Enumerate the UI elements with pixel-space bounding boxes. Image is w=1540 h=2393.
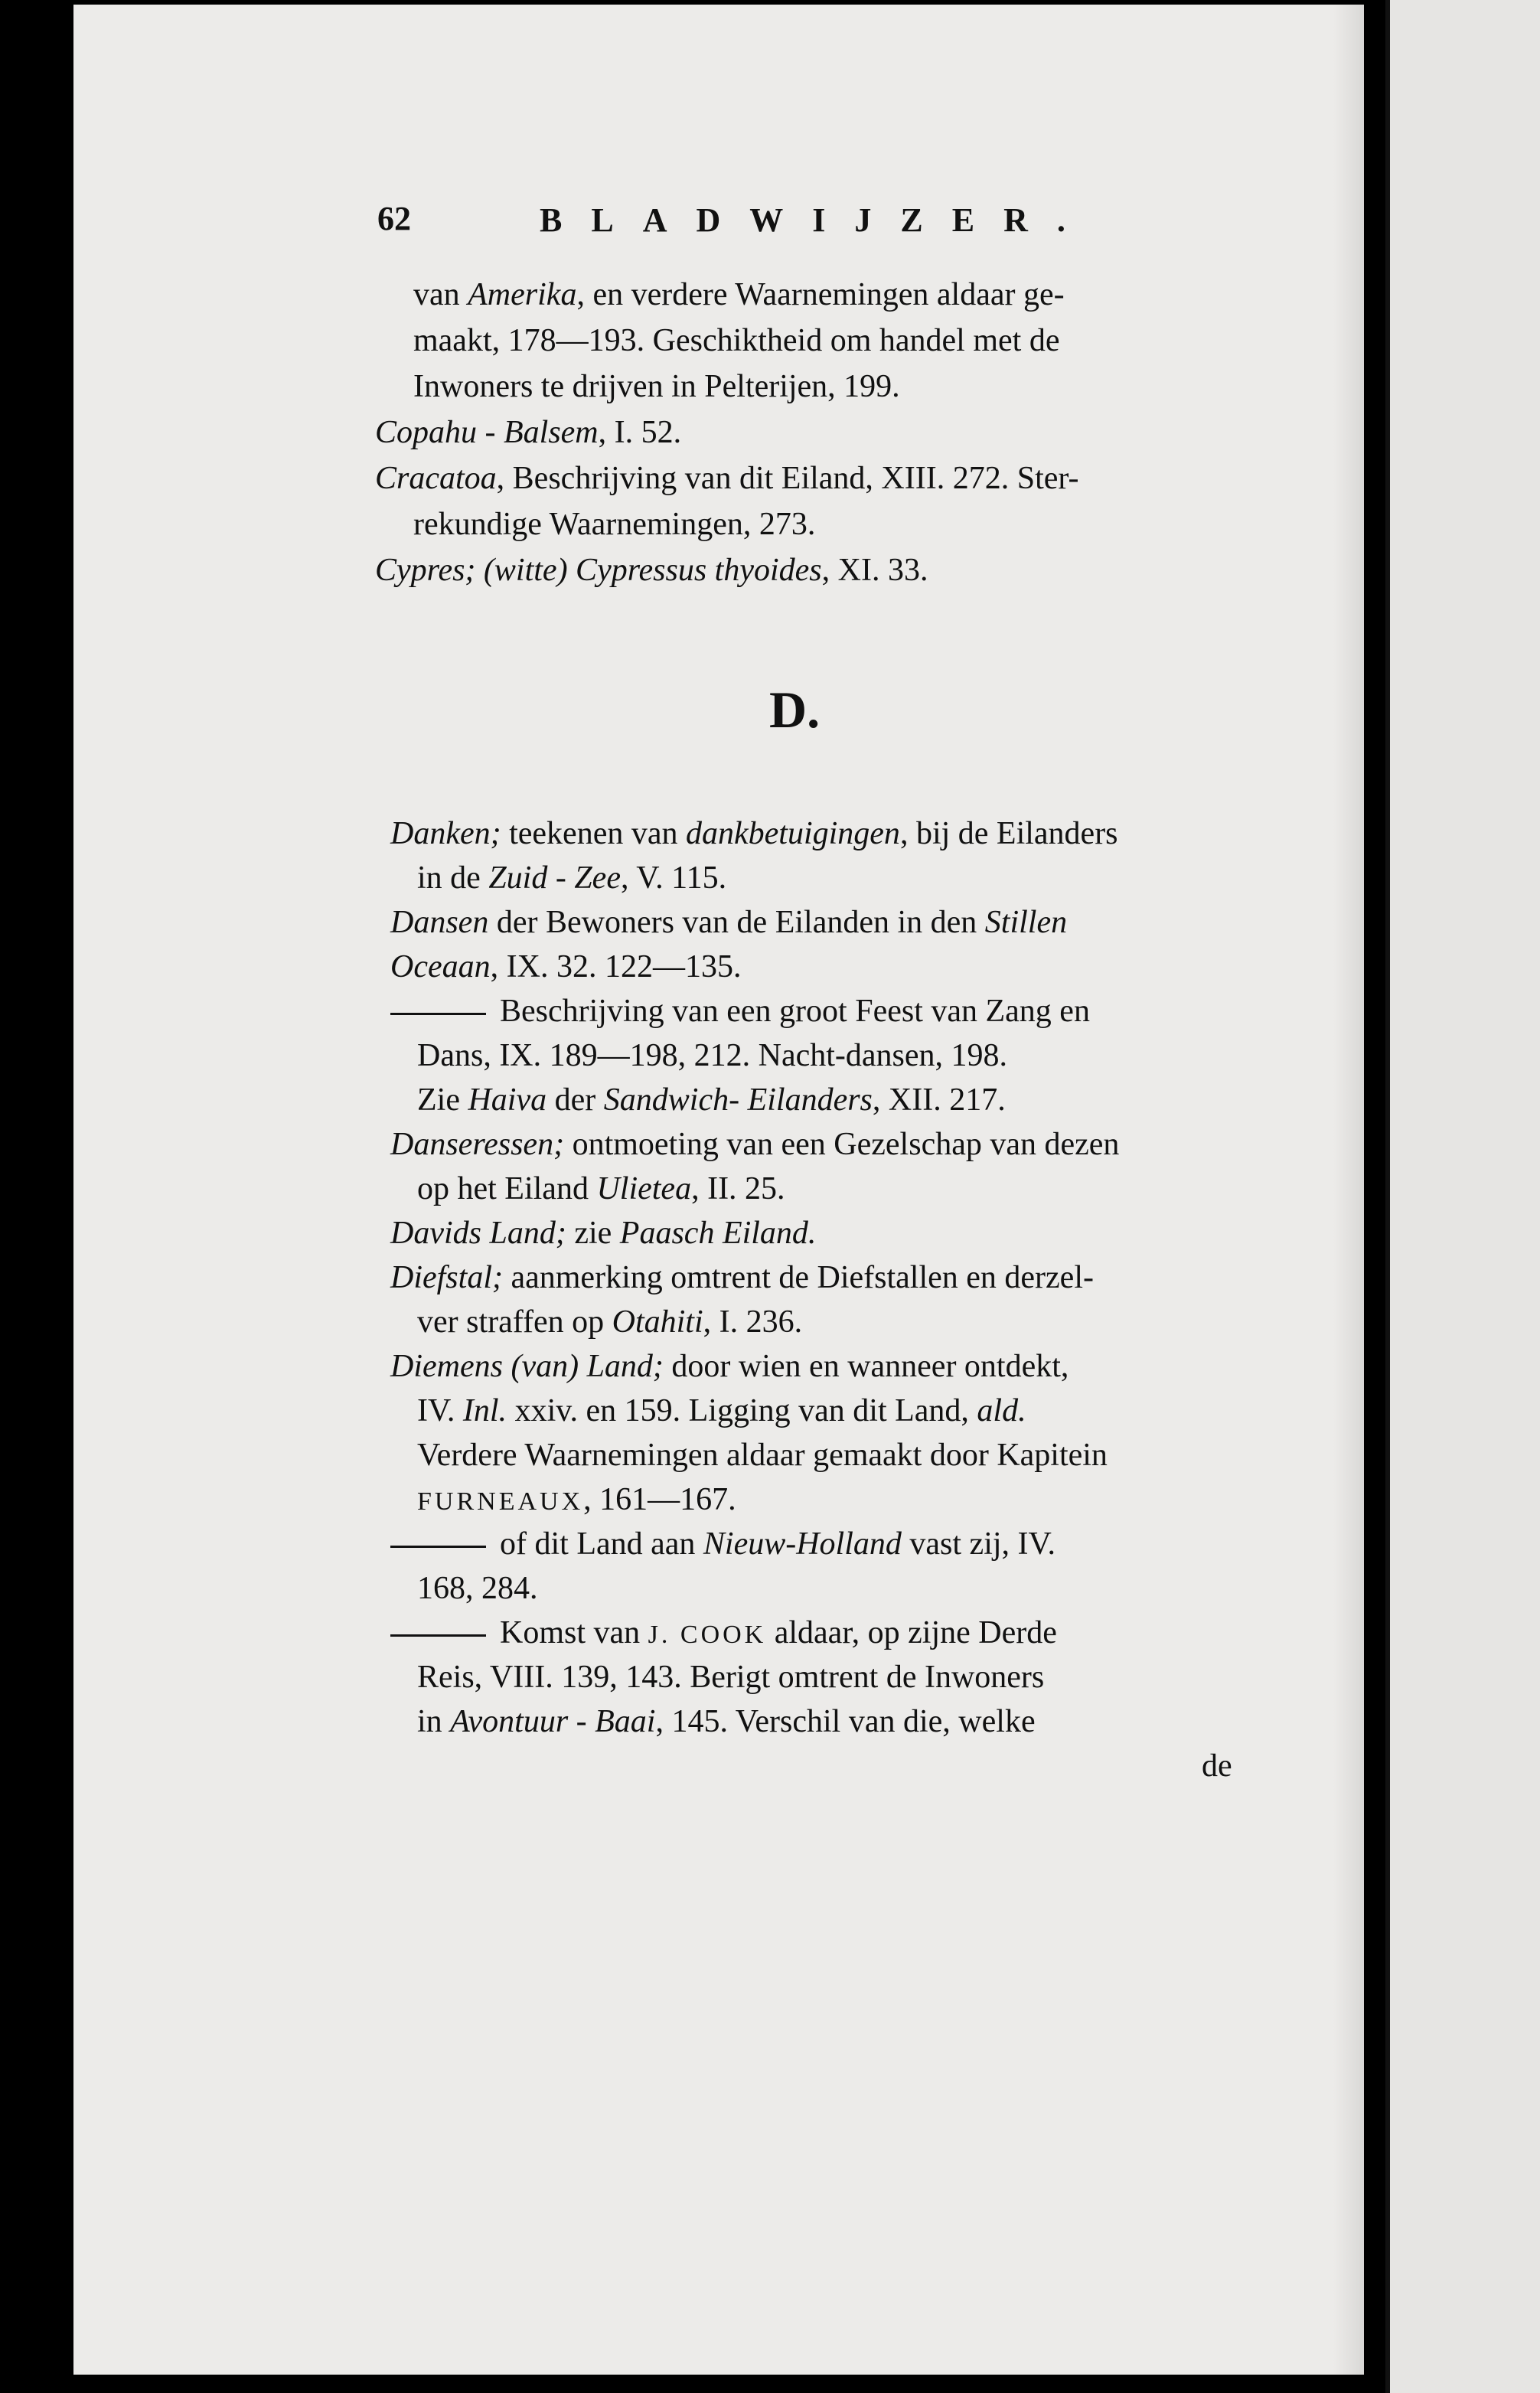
italic-term: Stillen — [984, 905, 1068, 940]
index-line — [390, 1211, 816, 1255]
entry-text: , IX. 32. 122—135. — [490, 949, 742, 984]
binding-shadow — [1385, 0, 1390, 2393]
index-line — [417, 1566, 538, 1611]
entry-text: , I. 236. — [703, 1304, 803, 1340]
adjacent-page-edge — [1385, 0, 1540, 2393]
italic-term: Sandwich- Eilanders — [603, 1082, 873, 1118]
entry-text: , XII. 217. — [872, 1082, 1006, 1118]
entry-text: Komst van — [500, 1615, 648, 1650]
index-line — [417, 1655, 1044, 1699]
index-line — [390, 1344, 1069, 1389]
ditto-dash — [390, 1013, 486, 1015]
italic-term: Danseressen; — [390, 1127, 573, 1162]
running-header — [377, 191, 1259, 245]
entry-text: , 161—167. — [583, 1482, 736, 1517]
index-line — [375, 456, 1079, 501]
index-line — [417, 1699, 1036, 1744]
ditto-dash — [390, 1546, 486, 1548]
entry-text: zie — [574, 1216, 620, 1251]
index-line — [417, 1300, 802, 1344]
entry-text: , bij de Eilanders — [899, 816, 1118, 851]
italic-term: Copahu - Balsem — [375, 415, 599, 450]
section-letter: D. — [769, 681, 821, 739]
index-line — [390, 1522, 1055, 1566]
index-line — [375, 410, 681, 455]
entry-text: Beschrijving van een groot Feest van Zang en — [500, 994, 1090, 1029]
entry-text: vast zij, IV. — [901, 1526, 1055, 1562]
entry-text: , en verdere Waarnemingen aldaar ge- — [576, 277, 1065, 312]
italic-term: Avontuur - Baai — [450, 1704, 656, 1739]
entry-text: , XI. 33. — [821, 553, 928, 588]
entry-text: , Beschrijving van dit Eiland, XIII. 272. Ster- — [496, 461, 1079, 496]
entry-text: Inwoners te drijven in Pelterijen, 199. — [413, 369, 900, 404]
entry-text: , II. 25. — [691, 1171, 785, 1206]
italic-term: Diemens (van) Land; — [390, 1349, 672, 1384]
entry-text: de — [1202, 1748, 1232, 1784]
index-line — [417, 1078, 1006, 1122]
index-line — [390, 811, 1118, 856]
index-line — [390, 1122, 1119, 1167]
italic-term: Danken; — [390, 816, 510, 851]
page-number: 62 — [377, 200, 411, 237]
entry-text: aanmerking omtrent de Diefstallen en derzel- — [511, 1260, 1094, 1295]
index-line — [413, 273, 1065, 317]
italic-term: Nieuw-Holland — [703, 1526, 902, 1562]
entry-text: in de — [417, 860, 489, 896]
entry-text: , I. 52. — [598, 415, 682, 450]
entry-text: Reis, VIII. 139, 143. Berigt omtrent de Inwoners — [417, 1660, 1045, 1695]
italic-term: Cypres; (witte) Cypressus thyoides — [375, 553, 822, 588]
entry-text: IV. — [417, 1393, 463, 1428]
entry-text: , V. 115. — [620, 860, 727, 896]
italic-term: Cracatoa — [375, 461, 497, 496]
index-line — [417, 856, 726, 900]
entry-text: ver straffen op — [417, 1304, 612, 1340]
index-line — [390, 1611, 1057, 1657]
index-line — [390, 1255, 1094, 1300]
index-line — [375, 548, 928, 593]
index-line — [417, 1477, 736, 1524]
italic-term: Diefstal; — [390, 1260, 511, 1295]
italic-term: ald. — [977, 1393, 1026, 1428]
entry-text: Zie — [417, 1082, 468, 1118]
entry-text: in — [417, 1704, 451, 1739]
entry-text: 168, 284. — [417, 1571, 538, 1606]
entry-text: Dans, IX. 189—198, 212. Nacht-dansen, 198. — [417, 1038, 1008, 1073]
entry-text: ontmoeting van een Gezelschap van dezen — [572, 1127, 1120, 1162]
italic-term: dankbetuigingen — [686, 816, 900, 851]
italic-term: Otahiti — [612, 1304, 703, 1340]
italic-term: Inl. — [462, 1393, 507, 1428]
small-caps-name: J. COOK — [648, 1621, 767, 1649]
entry-text: of dit Land aan — [500, 1526, 703, 1562]
index-line — [417, 1433, 1108, 1477]
index-line — [390, 945, 741, 989]
small-caps-name: FURNEAUX — [417, 1487, 584, 1516]
entry-text: der Bewoners van de Eilanden in den — [488, 905, 985, 940]
entry-text: maakt, 178—193. Geschiktheid om handel met de — [413, 323, 1060, 358]
index-line — [390, 989, 1090, 1033]
italic-term: Paasch Eiland. — [619, 1216, 817, 1251]
index-line — [417, 1167, 785, 1211]
page-gutter-shade — [1333, 5, 1364, 2375]
italic-term: Zuid - Zee — [488, 860, 621, 896]
italic-term: Haiva — [468, 1082, 547, 1118]
entry-text: Verdere Waarnemingen aldaar gemaakt door Kapitein — [417, 1438, 1108, 1473]
index-line — [413, 364, 900, 409]
entry-text: xxiv. en 159. Ligging van dit Land, — [507, 1393, 977, 1428]
index-line — [413, 502, 815, 547]
entry-text: der — [547, 1082, 604, 1118]
entry-text: rekundige Waarnemingen, 273. — [413, 507, 816, 542]
entry-text: op het Eiland — [417, 1171, 597, 1206]
italic-term: Ulietea — [596, 1171, 692, 1206]
index-line — [413, 318, 1059, 363]
index-line — [1202, 1744, 1232, 1788]
italic-term: Dansen — [390, 905, 489, 940]
italic-term: Amerika — [468, 277, 577, 312]
entry-text: van — [413, 277, 468, 312]
index-line — [417, 1033, 1007, 1078]
italic-term: Oceaan — [390, 949, 491, 984]
entry-text: , 145. Verschil van die, welke — [655, 1704, 1036, 1739]
index-line — [417, 1389, 1026, 1433]
entry-text: teekenen van — [509, 816, 686, 851]
entry-text: aldaar, op zijne Derde — [766, 1615, 1057, 1650]
entry-text: door wien en wanneer ontdekt, — [671, 1349, 1069, 1384]
running-title: BLADWIJZER. — [540, 201, 1095, 239]
italic-term: Davids Land; — [390, 1216, 575, 1251]
index-line — [390, 900, 1067, 945]
ditto-dash — [390, 1634, 486, 1637]
